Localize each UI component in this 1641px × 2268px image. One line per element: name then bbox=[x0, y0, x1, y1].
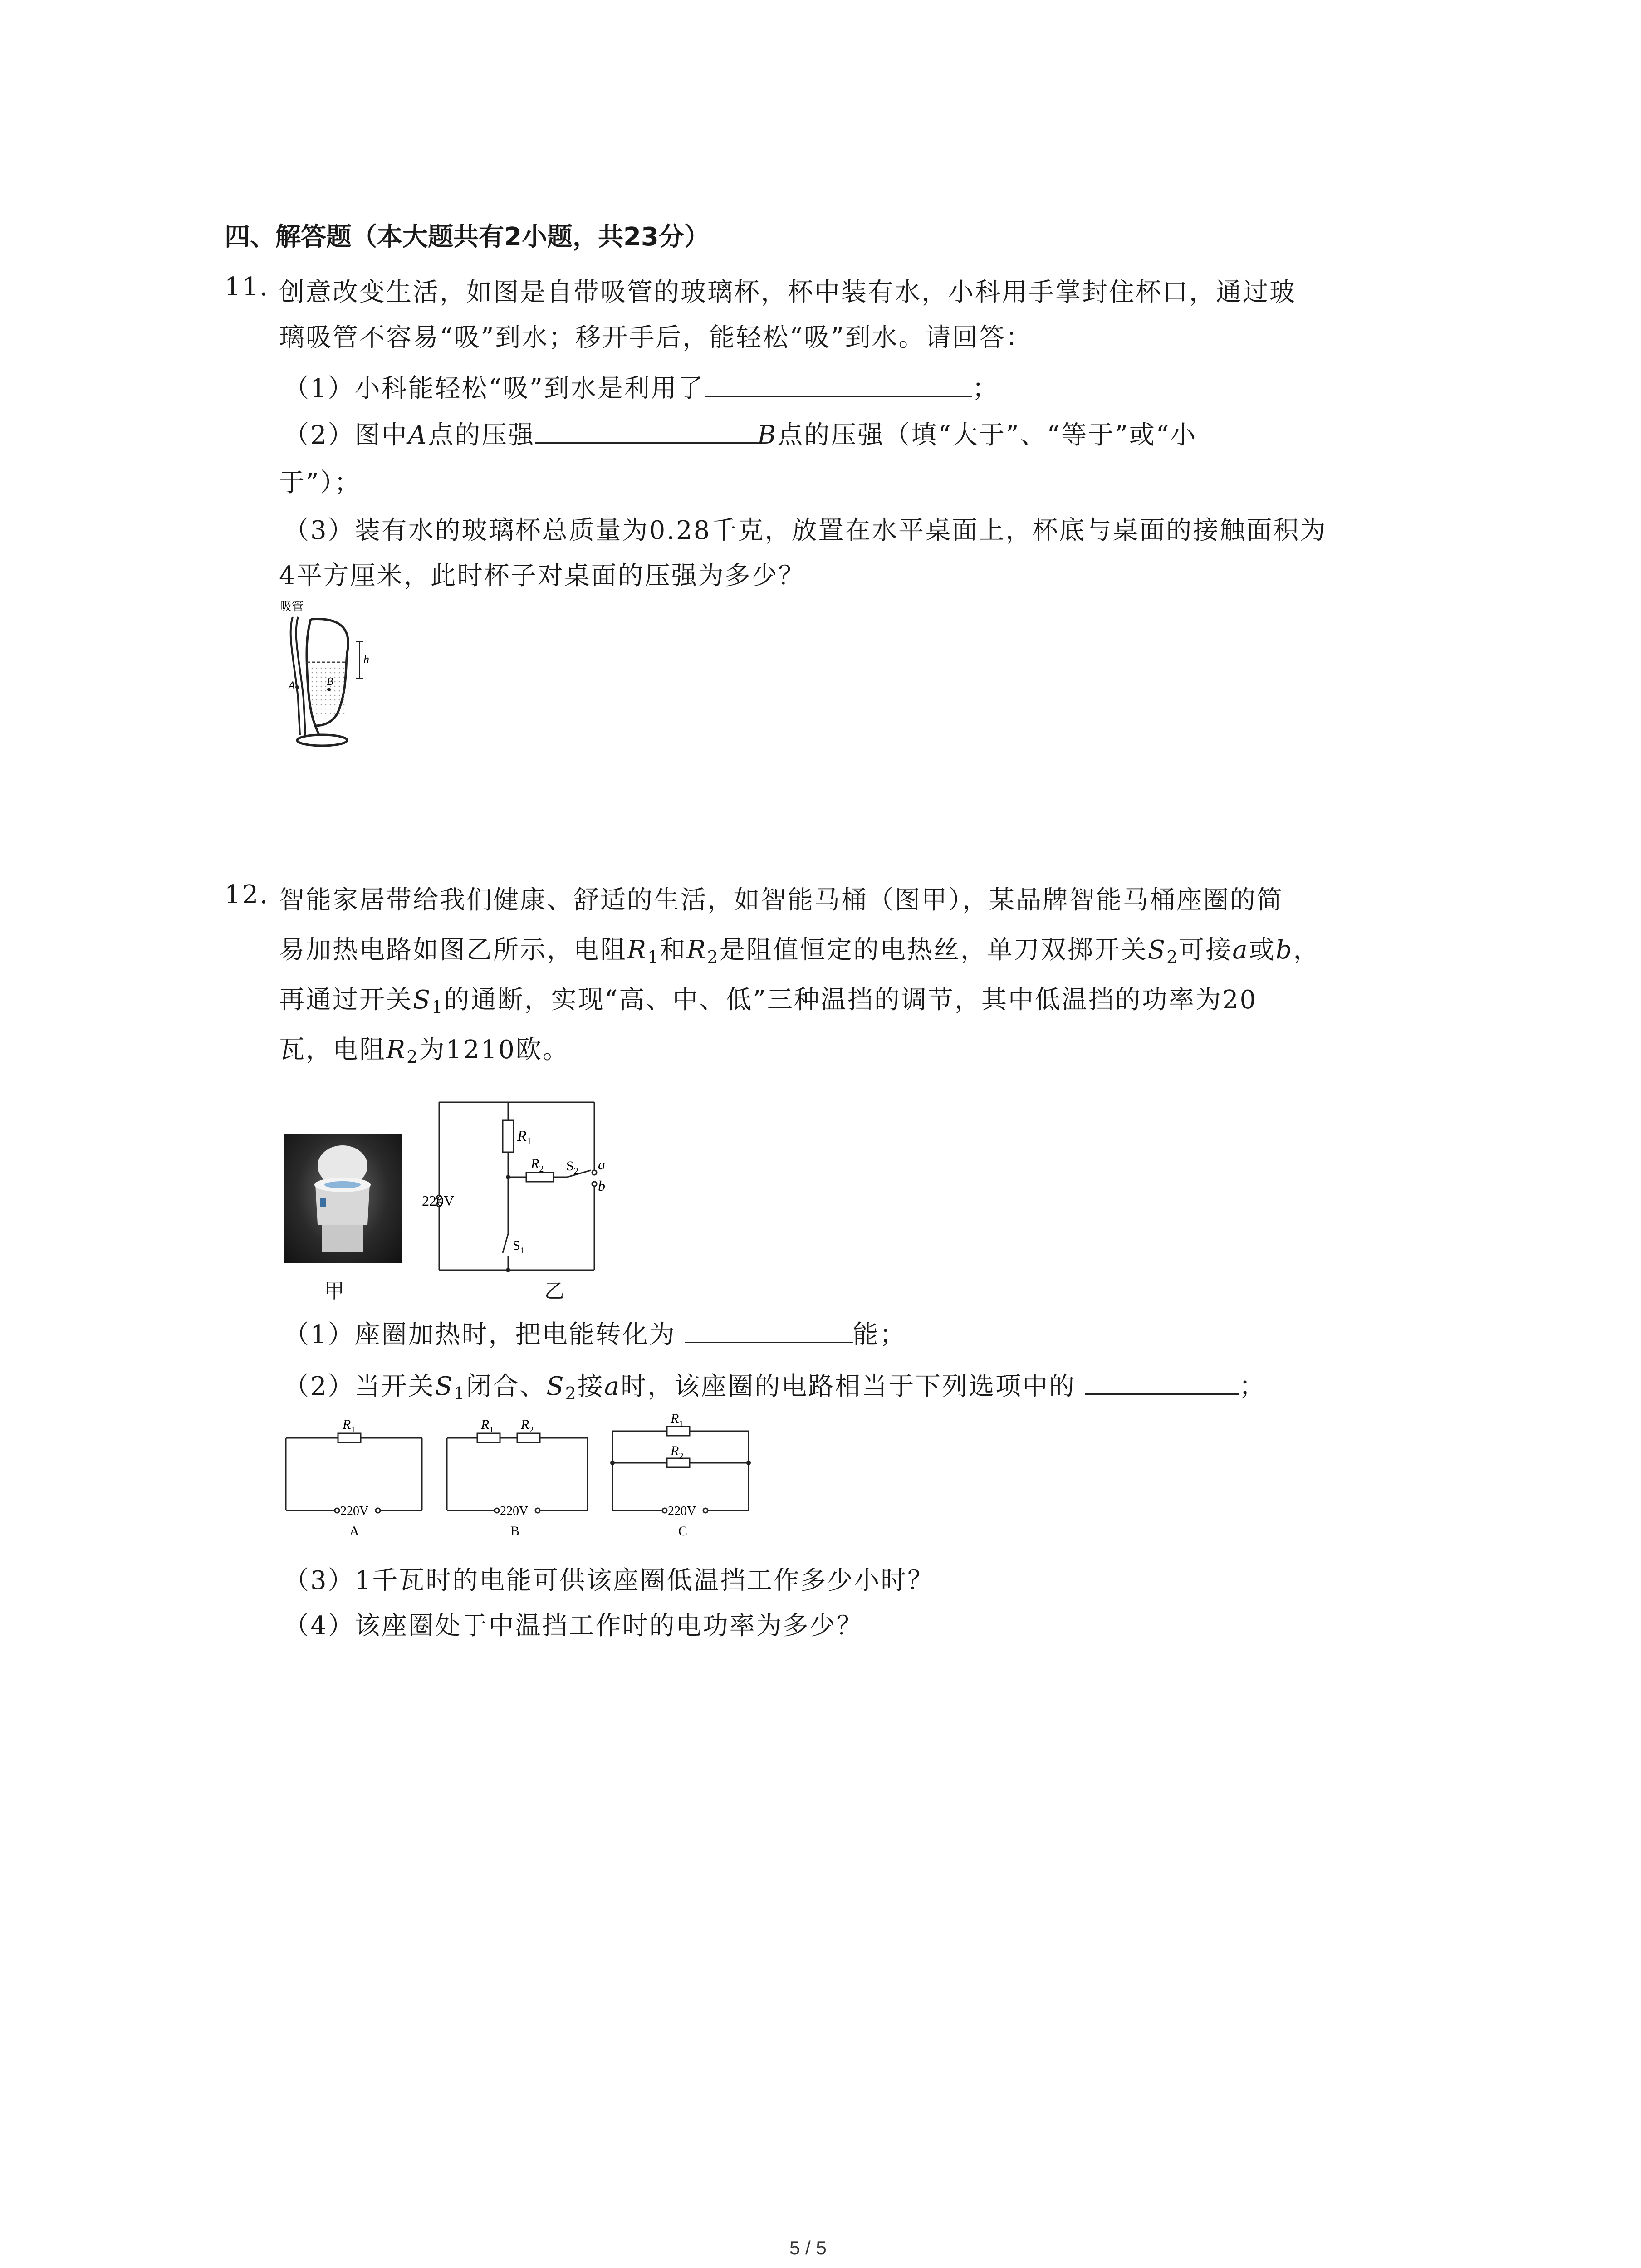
q12-part2-b: 闭合、 bbox=[466, 1372, 547, 1401]
q12-part2 bbox=[284, 1366, 1266, 1403]
q12-part1 bbox=[284, 1315, 906, 1351]
q12-part2-a-letter: a bbox=[604, 1372, 621, 1401]
q12-line2 bbox=[279, 930, 1320, 967]
circuit-s2-label: $S_2$ bbox=[566, 1158, 578, 1176]
q11-part3-line1: （3）装有水的玻璃杯总质量为0.28千克，放置在水平桌面上，杯底与桌面的接触面积为 bbox=[284, 516, 1327, 545]
option-a-r1: $R_1$ bbox=[343, 1417, 356, 1435]
q11-part2-c: 点的压强（填“大于”、“等于”或“小 bbox=[777, 420, 1197, 450]
q12-part2-s2-sub: 2 bbox=[565, 1383, 578, 1403]
q11-part1-end: ； bbox=[972, 374, 999, 403]
q12-line3-b: 的通断，实现“高、中、低”三种温挡的调节，其中低温挡的功率为20 bbox=[444, 985, 1258, 1015]
option-b-r1: $R_1$ bbox=[481, 1417, 494, 1435]
r2-subscript-2: 2 bbox=[407, 1047, 419, 1067]
q12-part3: （3）1千瓦时的电能可供该座圈低温挡工作多少小时？ bbox=[284, 1566, 935, 1595]
q11-stem-line2: 璃吸管不容易“吸”到水；移开手后，能轻松“吸”到水。请回答： bbox=[279, 323, 1033, 352]
s2-subscript: 2 bbox=[1166, 947, 1179, 967]
section-title: 四、解答题（本大题共有2小题，共23分） bbox=[225, 222, 710, 252]
q12-part2-answer-blank[interactable] bbox=[1085, 1372, 1239, 1395]
q12-part4: （4）该座圈处于中温挡工作时的电功率为多少？ bbox=[284, 1611, 863, 1641]
circuit-s1-label: $S_1$ bbox=[513, 1238, 525, 1256]
q11-number: 11. bbox=[225, 272, 269, 302]
q11-part2-b: 点的压强 bbox=[428, 420, 535, 450]
s2-symbol: S bbox=[1147, 935, 1167, 965]
q12-part1-text: （1）座圈加热时，把电能转化为 bbox=[284, 1320, 676, 1349]
q12-part2-s2: S bbox=[546, 1372, 565, 1401]
r2-symbol: R bbox=[686, 935, 707, 965]
q12-line1: 智能家居带给我们健康、舒适的生活，如智能马桶（图甲），某品牌智能马桶座圈的简 bbox=[279, 885, 1283, 915]
q12-number: 12. bbox=[225, 880, 269, 909]
point-A-label: A bbox=[408, 420, 428, 450]
q11-part2-line2: 于”）； bbox=[279, 468, 361, 498]
q11-part3-line2: 4平方厘米，此时杯子对桌面的压强为多少？ bbox=[279, 561, 805, 591]
toilet-illustration bbox=[284, 1134, 402, 1263]
s1-subscript: 1 bbox=[431, 997, 444, 1017]
circuit-r2-label: $R_2$ bbox=[531, 1156, 544, 1174]
q12-part2-s1-sub: 1 bbox=[454, 1383, 466, 1403]
circuit-terminal-a: a bbox=[598, 1156, 605, 1173]
q12-line2-a: 易加热电路如图乙所示，电阻 bbox=[279, 935, 627, 965]
option-b-r2: $R_2$ bbox=[521, 1417, 534, 1435]
q11-part2-answer-blank[interactable] bbox=[535, 420, 757, 444]
circuit-voltage-label: 220V bbox=[422, 1193, 455, 1209]
option-b-label: B bbox=[510, 1524, 520, 1539]
q12-or: 或 bbox=[1249, 935, 1276, 965]
q11-part2 bbox=[284, 415, 1197, 451]
q12-line2-b: 是阻值恒定的电热丝，单刀双掷开关 bbox=[719, 935, 1148, 965]
page-number: 5 / 5 bbox=[789, 2237, 827, 2258]
r2-symbol-2: R bbox=[386, 1035, 407, 1065]
figure-point-A: A bbox=[288, 679, 295, 692]
q11-stem-line1: 创意改变生活，如图是自带吸管的玻璃杯，杯中装有水，小科用手掌封住杯口，通过玻 bbox=[279, 278, 1296, 307]
q12-line2-c: 可接 bbox=[1179, 935, 1233, 965]
option-a-label: A bbox=[349, 1524, 359, 1539]
glass-straw-figure bbox=[279, 599, 388, 748]
figure-yi-label: 乙 bbox=[544, 1280, 564, 1303]
figure-jia-label: 甲 bbox=[324, 1280, 344, 1303]
option-c-voltage: 220V bbox=[668, 1504, 696, 1518]
option-a-voltage: 220V bbox=[340, 1504, 369, 1518]
r1-subscript: 1 bbox=[647, 947, 660, 967]
q12-line3-a: 再通过开关 bbox=[279, 985, 413, 1015]
option-c-r2: $R_2$ bbox=[671, 1443, 684, 1461]
s1-symbol: S bbox=[413, 985, 432, 1015]
q12-line4-b: 为1210欧。 bbox=[419, 1035, 569, 1065]
terminal-b: b bbox=[1275, 935, 1293, 965]
q12-part2-c: 接 bbox=[577, 1372, 604, 1401]
option-b-voltage: 220V bbox=[500, 1504, 529, 1518]
q12-part2-a: （2）当开关 bbox=[284, 1372, 435, 1401]
q12-line2-end: ， bbox=[1293, 935, 1320, 965]
option-c-r1: $R_1$ bbox=[671, 1413, 684, 1429]
r1-symbol: R bbox=[627, 935, 648, 965]
circuit-terminal-b: b bbox=[598, 1178, 605, 1194]
q12-part1-answer-blank[interactable] bbox=[685, 1320, 853, 1343]
q12-line3 bbox=[279, 980, 1257, 1017]
q12-line4-a: 瓦，电阻 bbox=[279, 1035, 386, 1065]
q11-part1-answer-blank[interactable] bbox=[705, 374, 972, 397]
straw-label: 吸管 bbox=[280, 600, 304, 613]
q12-part2-d: 时，该座圈的电路相当于下列选项中的 bbox=[621, 1372, 1076, 1401]
r2-subscript: 2 bbox=[707, 947, 720, 967]
q12-and: 和 bbox=[660, 935, 687, 965]
figure-point-B: B bbox=[327, 676, 333, 688]
q12-part1-end: 能； bbox=[852, 1320, 906, 1349]
heating-circuit-diagram bbox=[422, 1089, 612, 1284]
smart-toilet-photo bbox=[284, 1134, 402, 1263]
q11-part1 bbox=[284, 368, 999, 405]
height-label: h bbox=[363, 653, 369, 666]
point-B-label: B bbox=[757, 420, 778, 450]
circuit-r1-label: $R_1$ bbox=[517, 1128, 532, 1147]
terminal-a: a bbox=[1232, 935, 1249, 965]
q12-part2-end: ； bbox=[1239, 1372, 1266, 1401]
option-circuits bbox=[281, 1413, 762, 1549]
option-c-label: C bbox=[678, 1524, 688, 1539]
q12-part2-s1: S bbox=[435, 1372, 454, 1401]
q11-part1-text: （1）小科能轻松“吸”到水是利用了 bbox=[284, 374, 705, 403]
q11-part2-a: （2）图中 bbox=[284, 420, 408, 450]
q12-line4 bbox=[279, 1030, 569, 1067]
